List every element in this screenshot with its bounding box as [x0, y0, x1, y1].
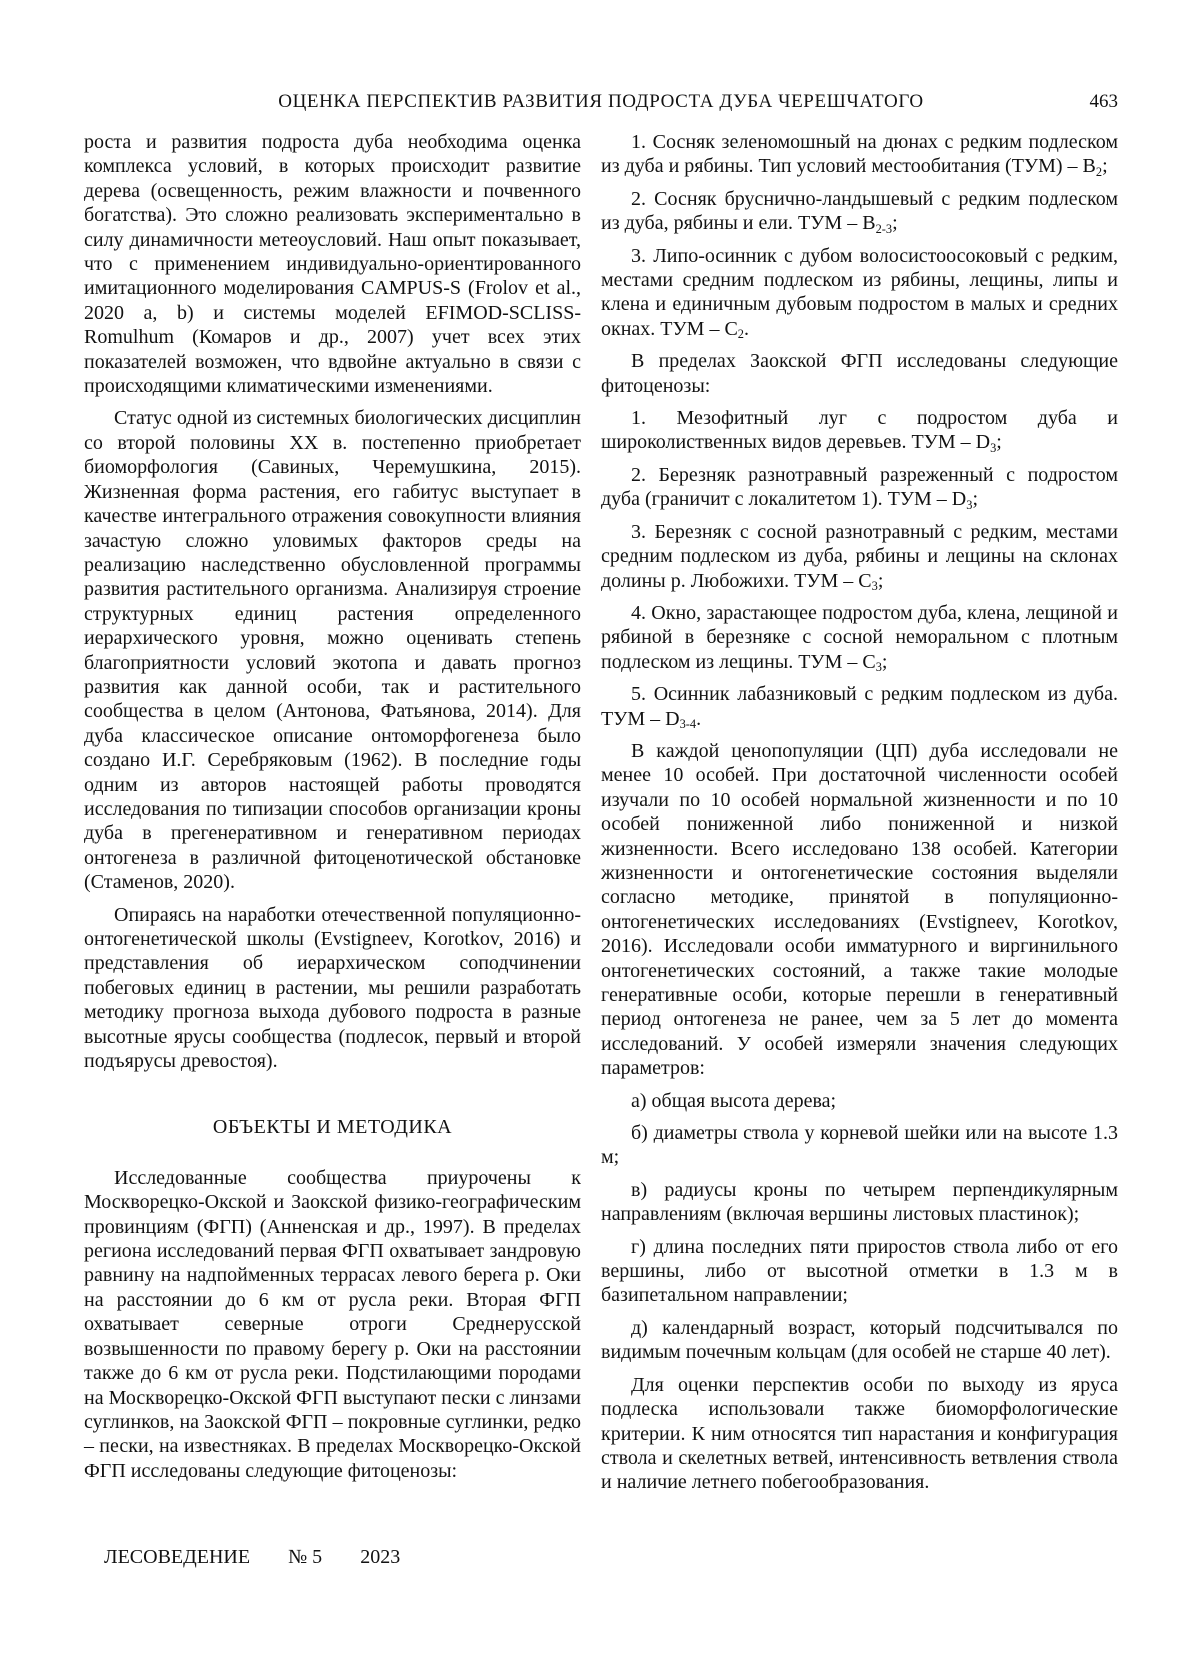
- tum-subscript: 3: [990, 440, 997, 455]
- item-text: 1. Мезофитный луг с подростом дуба и широколиственных видов деревьев. ТУМ – D: [601, 407, 1118, 454]
- page-number: 463: [1089, 91, 1118, 112]
- item-tail: .: [744, 317, 749, 340]
- journal-issue: № 5: [288, 1546, 323, 1568]
- tum-subscript: 3: [871, 578, 878, 593]
- text-columns: [84, 130, 1118, 1495]
- phytocenosis-item: [601, 406, 1118, 455]
- item-text: 2. Березняк разнотравный разреженный с подростом дуба (граничит с локалитетом 1). ТУМ – D: [601, 463, 1118, 511]
- item-tail: ;: [972, 488, 979, 511]
- item-text: 3. Березняк с сосной разнотравный с редким, местами средним подлеском из дуба, рябины и лещины на склонах долины р. Любожихи. ТУМ – C: [601, 520, 1118, 592]
- item-tail: ;: [996, 431, 1002, 454]
- phytocenosis-item: [601, 682, 1118, 731]
- tum-subscript: 3: [966, 497, 973, 512]
- item-text: 2. Сосняк бруснично-ландышевый с редким подлеском из дуба, рябины и ели. ТУМ – B: [601, 187, 1118, 235]
- tum-subscript: 2-3: [875, 221, 893, 236]
- phytocenosis-item: [601, 601, 1118, 674]
- running-head-title: ОЦЕНКА ПЕРСПЕКТИВ РАЗВИТИЯ ПОДРОСТА ДУБА ЧЕРЕШЧАТОГО: [278, 91, 924, 112]
- item-tail: ;: [1102, 155, 1108, 178]
- tum-subscript: 3-4: [679, 717, 697, 731]
- phytocenosis-item: [601, 130, 1118, 179]
- journal-year: 2023: [360, 1546, 401, 1568]
- phytocenosis-item: [601, 463, 1118, 512]
- parameter-item: в) радиусы кроны по четырем перпендикулярным направлениям (включая вершины листовых пластинок);: [601, 1178, 1118, 1226]
- journal-name: ЛЕСОВЕДЕНИЕ: [104, 1546, 251, 1568]
- item-text: 3. Липо-осинник с дубом волосистоосоковый с редким, местами средним подлеском из рябины, лещины, липы и клена и единичным дубовым подростом в малых и средних окнах. ТУМ – C: [601, 244, 1118, 340]
- section-heading: ОБЪЕКТЫ И МЕТОДИКА: [212, 1116, 453, 1139]
- left-column: [84, 130, 581, 1495]
- paragraph: Статус одной из системных биологических дисциплин со второй половины XX в. постепенно приобретает биоморфология (Савиных, Черемушкина, 2015). Жизненная форма растения, его габитус выступает в качестве интегрального отражения совокупности влияния зачастую сложно уловимых факторов среды на реализацию наследственно обусловленной программы развития растительного организма. Анализируя строение структурных единиц растения определенного иерархического уровня, можно оценивать степень благоприятности условий экотопа и давать прогноз развития как данной особи, так и растительного сообщества в целом (Антонова, Фатьянова, 2014). Для дуба классическое описание онтоморфогенеза было создано И.Г. Серебряковым (1962). В последние годы одним из авторов настоящей работы проводятся исследования по типизации способов организации кроны дуба в прегенеративном и генеративном периодах онтогенеза в различной фитоценотической обстановке (Стаменов, 2020).: [84, 407, 581, 894]
- item-text: 4. Окно, зарастающее подростом дуба, клена, лещиной и рябиной в березняке с сосной неморальном с плотным подлеском из лещины. ТУМ – C: [601, 601, 1118, 673]
- paragraph-continuation: роста и развития подроста дуба необходима оценка комплекса условий, в которых происходит развитие дерева (освещенность, режим влажности и почвенного богатства). Это сложно реализовать экспериментально в силу динамичности метеоусловий. Наш опыт показывает, что с применением индивидуально-ориентированного имитационного моделирования CAMPUS-S (Frolov et al., 2020 a, b) и системы моделей EFIMOD-SCLISS-Romulhum (Комаров и др., 2007) учет всех этих показателей возможен, что вдвойне актуально в связи с происходящими климатическими изменениями.: [84, 131, 581, 398]
- parameter-item: а) общая высота дерева;: [631, 1089, 837, 1112]
- phytocenosis-item: [601, 187, 1118, 236]
- tum-subscript: 2: [737, 327, 744, 342]
- journal-footer: [104, 1545, 400, 1569]
- item-text: 1. Сосняк зеленомошный на дюнах с редким подлеском из дуба и рябины. Тип условий местообитания (ТУМ) – B: [601, 131, 1118, 178]
- paragraph: В каждой ценопопуляции (ЦП) дуба исследовали не менее 10 особей. При достаточной численности особей изучали по 10 особей нормальной жизненности и по 10 особей пониженной либо пониженной и низкой жизненности. Всего исследовано 138 особей. Категории жизненности и онтогенетические состояния выделяли согласно методике, принятой в популяционно-онтогенетических исследованиях (Evstigneev, Korotkov, 2016). Исследовали особи имматурного и виргинильного онтогенетических состояний, а также такие молодые генеративные особи, которые перешли в генеративный период онтогенеза не ранее, чем за 5 лет до момента исследований. У особей измеряли значения следующих параметров:: [601, 739, 1118, 1080]
- phytocenosis-item: [601, 520, 1118, 593]
- item-tail: ;: [877, 569, 884, 592]
- item-tail: .: [696, 707, 702, 730]
- parameter-item: г) длина последних пяти приростов ствола либо от его вершины, либо от высотной отметки в 1.3 м в базипетальном направлении;: [601, 1235, 1118, 1307]
- parameter-item: б) диаметры ствола у корневой шейки или на высоте 1.3 м;: [601, 1122, 1118, 1169]
- paragraph: Исследованные сообщества приурочены к Москворецко-Окской и Заокской физико-географическим провинциям (ФГП) (Анненская и др., 1997). В пределах региона исследований первая ФГП охватывает зандровую равнину на надпойменных террасах левого берега р. Оки на расстоянии до 6 км от русла реки. Вторая ФГП охватывает северные отроги Среднерусской возвышенности по правому берегу р. Оки на расстоянии также до 6 км от русла реки. Подстилающими породами на Москворецко-Окской ФГП выступают пески с линзами суглинков, на Заокской ФГП – покровные суглинки, редко – пески, на известняках. В пределах Москворецко-Окской ФГП исследованы следующие фитоценозы:: [84, 1166, 581, 1482]
- paragraph: В пределах Заокской ФГП исследованы следующие фитоценозы:: [601, 350, 1118, 397]
- tum-subscript: 2: [1095, 164, 1103, 179]
- right-column: [601, 130, 1118, 1495]
- paragraph: Для оценки перспектив особи по выходу из яруса подлеска использовали также биоморфологические критерии. К ним относятся тип нарастания и конфигурация ствола и скелетных ветвей, интенсивность ветвления ствола и наличие летнего побегообразования.: [601, 1373, 1118, 1494]
- running-head: [84, 90, 1118, 113]
- item-text: 5. Осинник лабазниковый с редким подлеском из дуба. ТУМ – D: [601, 683, 1118, 730]
- paragraph: Опираясь на наработки отечественной популяционно-онтогенетической школы (Evstigneev, Korotkov, 2016) и представления об иерархическом соподчинении побеговых единиц в растении, мы решили разработать методику прогноза выхода дубового подроста в разные высотные ярусы сообщества (подлесок, первый и второй подъярусы древостоя).: [84, 903, 581, 1073]
- item-tail: ;: [892, 212, 898, 235]
- item-tail: ;: [881, 650, 888, 673]
- phytocenosis-item: [601, 244, 1118, 342]
- tum-subscript: 3: [875, 660, 882, 675]
- parameter-item: д) календарный возраст, который подсчитывался по видимым почечным кольцам (для особей не старше 40 лет).: [601, 1316, 1118, 1364]
